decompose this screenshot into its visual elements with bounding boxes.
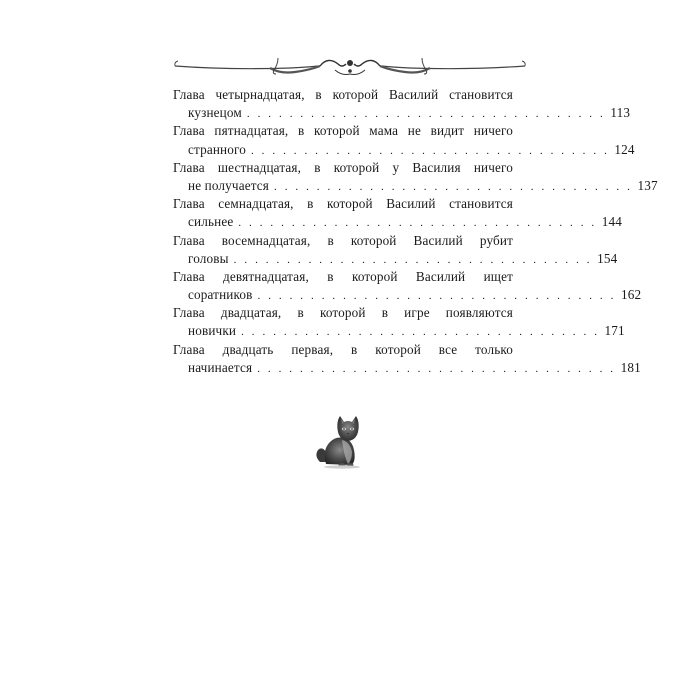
page-number: 154	[597, 250, 618, 266]
chapter-title: Глава двадцатая, в которой в игре появляются	[173, 305, 513, 321]
chapter-title-continued: головы	[188, 250, 229, 266]
page-number: 113	[610, 105, 631, 121]
toc-entry[interactable]	[173, 268, 642, 304]
leader-dots: . . . . . . . . . . . . . . . . . . . . . . . . . . . . . . . . . .	[257, 362, 616, 375]
chapter-title-continued: сильнее	[188, 214, 234, 230]
toc-entry[interactable]	[173, 159, 658, 195]
chapter-title-continued: новички	[188, 323, 237, 339]
chapter-title: Глава четырнадцатая, в которой Василий становится	[173, 87, 513, 102]
table-of-contents	[173, 86, 658, 377]
chapter-title-continued: странного	[188, 141, 246, 157]
toc-entry[interactable]	[173, 195, 623, 231]
chapter-title-continued: начинается	[188, 359, 253, 375]
chapter-title: Глава пятнадцатая, в которой мама не видит ничего	[173, 123, 513, 139]
chapter-title-continued: соратников	[188, 287, 253, 303]
toc-entry[interactable]	[173, 341, 641, 377]
chapter-title: Глава шестнадцатая, в которой у Василия ничего	[173, 159, 513, 175]
page-number: 124	[614, 141, 635, 157]
leader-dots: . . . . . . . . . . . . . . . . . . . . . . . . . . . . . . . . . .	[257, 290, 616, 303]
toc-entry[interactable]	[173, 86, 631, 122]
page-number: 181	[620, 359, 641, 375]
chapter-title: Глава девятнадцатая, в которой Василий ищет	[173, 268, 513, 284]
toc-entry[interactable]	[173, 304, 625, 340]
chapter-title: Глава семнадцатая, в которой Василий становится	[173, 196, 513, 212]
leader-dots: . . . . . . . . . . . . . . . . . . . . . . . . . . . . . . . . . .	[233, 253, 593, 266]
leader-dots: . . . . . . . . . . . . . . . . . . . . . . . . . . . . . . . . . .	[250, 144, 610, 157]
leader-dots: . . . . . . . . . . . . . . . . . . . . . . . . . . . . . . . . . .	[238, 217, 597, 230]
cat-illustration	[312, 410, 372, 470]
chapter-title-continued: не получается	[188, 177, 269, 193]
leader-dots: . . . . . . . . . . . . . . . . . . . . . . . . . . . . . . . . . .	[246, 108, 606, 121]
chapter-title-continued: кузнецом	[188, 105, 242, 121]
toc-entry[interactable]	[173, 122, 635, 158]
page-number: 162	[620, 287, 642, 303]
leader-dots: . . . . . . . . . . . . . . . . . . . . . . . . . . . . . . . . . .	[241, 326, 600, 339]
page-number: 171	[604, 323, 625, 339]
page-number: 137	[637, 177, 658, 193]
toc-entry[interactable]	[173, 232, 618, 268]
chapter-title: Глава двадцать первая, в которой все только	[173, 341, 513, 357]
leader-dots: . . . . . . . . . . . . . . . . . . . . . . . . . . . . . . . . . .	[274, 180, 633, 193]
page-number: 144	[601, 214, 623, 230]
header-ornament	[170, 44, 530, 84]
chapter-title: Глава восемнадцатая, в которой Василий рубит	[173, 232, 513, 248]
